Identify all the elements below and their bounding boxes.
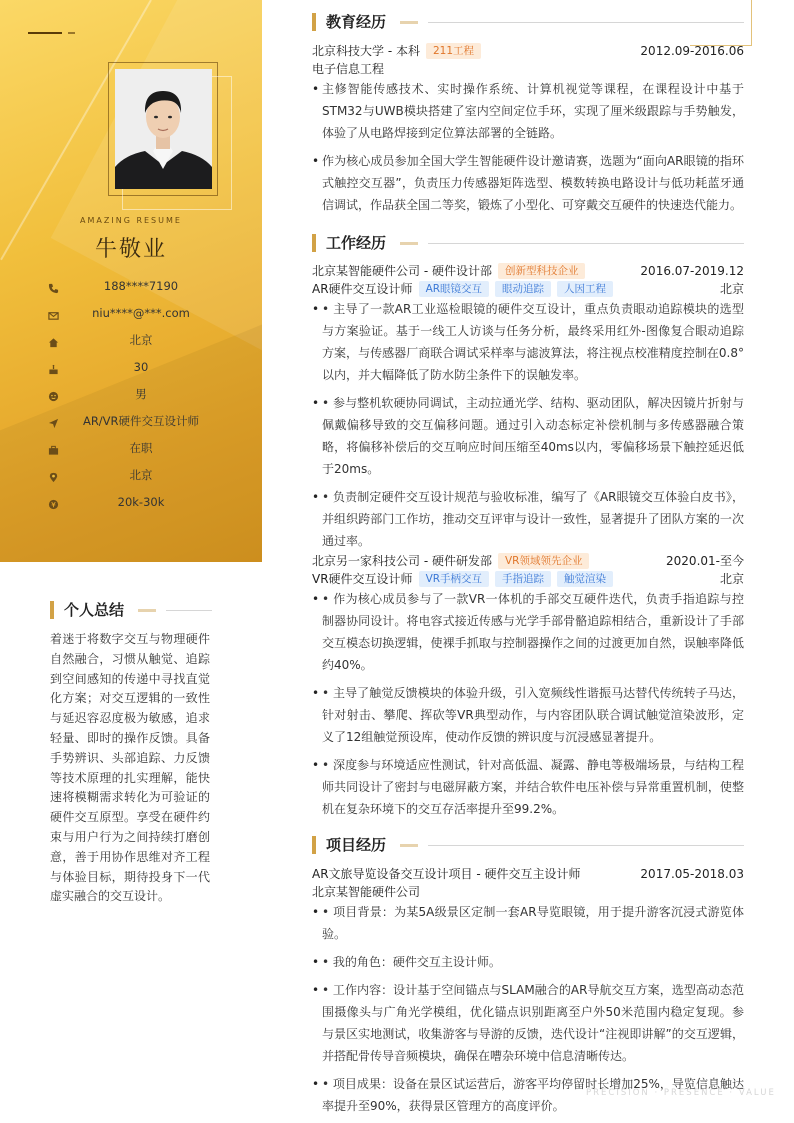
heading-dash (400, 844, 418, 847)
job-2-role-row (312, 570, 744, 588)
decorative-line (68, 32, 75, 34)
list-item: • • 我的角色：硬件交互主设计师。 (312, 951, 744, 973)
list-item: • • 作为核心成员参与了一款VR一体机的手部交互硬件迭代，负责手指追踪与控制器协同设计。将电容式接近传感与光学手部骨骼追踪相结合，重新设计了手部交互模态切换逻辑，使裸手抓取与控制器操作之间的过渡更加自然，误触率降低约40%。 (312, 588, 744, 676)
job-city: 北京 (719, 282, 744, 296)
job-company: 北京某智能硬件公司 - 硬件设计部 (312, 264, 492, 278)
email-value: niu****@***.com (92, 306, 190, 320)
section-heading-project (312, 835, 744, 855)
skill-tag: 手指追踪 (495, 571, 551, 587)
heading-line (428, 845, 744, 846)
mail-icon (48, 306, 62, 320)
avatar (115, 69, 212, 189)
skill-tag: AR眼镜交互 (419, 281, 489, 297)
education-dates: 2012.09-2016.06 (640, 44, 744, 58)
heading-dash (138, 609, 156, 612)
skill-tag: 眼动追踪 (495, 281, 551, 297)
info-row-home (48, 331, 248, 349)
list-item: • • 工作内容：设计基于空间锚点与SLAM融合的AR导航交互方案，选型高动态范围摄像头与广角光学模组，优化锚点识别距离至户外50米范围内稳定复现。参与景区实地测试，收集游客与导游的反馈，迭代设计“注视即讲解”的交互逻辑，并搭配骨传导音频模块，确保在嘈杂环境中信息清晰传达。 (312, 979, 744, 1067)
status-value: 在职 (129, 441, 153, 455)
education-header (312, 42, 744, 60)
job-1-bullets (312, 298, 744, 558)
info-row-status (48, 439, 248, 457)
skill-tag: 触觉渲染 (557, 571, 613, 587)
company-tag: VR领域领先企业 (498, 553, 589, 569)
salary-value: 20k-30k (117, 495, 165, 509)
job-2-bullets (312, 588, 744, 826)
project-company-row (312, 883, 744, 901)
info-row-salary (48, 493, 248, 511)
candidate-name: 牛敬业 (94, 237, 167, 262)
list-item: • • 参与整机软硬协同调试，主动拉通光学、结构、驱动团队，解决因镜片折射与佩戴偏移导致的交互偏移问题。通过引入动态标定补偿机制与多传感器融合策略，将偏移补偿后的交互响应时间压缩至40ms以内，零偏移场景下触控延迟低于20ms。 (312, 392, 744, 480)
section-heading-education (312, 12, 744, 32)
list-item: • • 主导了一款AR工业巡检眼镜的硬件交互设计，重点负责眼动追踪模块的选型与方案验证。基于一线工人访谈与任务分析，最终采用红外-图像复合眼动追踪方案，与传感器厂商联合调试采样率与滤波算法，将注视点校准精度控制在0.8°以内，并大幅降低了防水防尘条件下的误触发率。 (312, 298, 744, 386)
list-item: • 作为核心成员参加全国大学生智能硬件设计邀请赛，选题为“面向AR眼镜的指环式触控交互器”，负责压力传感器矩阵选型、模数转换电路设计与低功耗蓝牙通信调试，作品获全国二等奖，锻炼了小型化、可穿戴交互硬件的快速迭代能力。 (312, 150, 744, 216)
send-icon (48, 414, 62, 428)
job-role: AR硬件交互设计师 (312, 282, 413, 296)
school-tag: 211工程 (426, 43, 481, 59)
project-header (312, 865, 744, 883)
heading-line (428, 22, 744, 23)
heading-dash (400, 21, 418, 24)
info-row-position (48, 412, 248, 430)
project-dates: 2017.05-2018.03 (640, 867, 744, 881)
info-row-email (48, 304, 248, 322)
heading-line (428, 243, 744, 244)
location-value: 北京 (129, 468, 153, 482)
list-item: • • 主导了触觉反馈模块的体验升级，引入宽频线性谐振马达替代传统转子马达，针对射击、攀爬、挥砍等VR典型动作，与内容团队联合调试触觉渲染波形，定义了12组触觉预设库，使动作反馈的辨识度与沉浸感显著提升。 (312, 682, 744, 748)
cake-icon (48, 360, 62, 374)
job-city: 北京 (719, 572, 744, 586)
job-1-header (312, 262, 744, 280)
job-dates: 2020.01-至今 (666, 554, 744, 568)
info-row-gender (48, 385, 248, 403)
heading-accent-bar (312, 13, 316, 31)
gender-value: 男 (135, 387, 147, 401)
work-title: 工作经历 (326, 234, 387, 252)
education-major-row (312, 60, 744, 78)
heading-line (166, 610, 212, 611)
school-name: 北京科技大学 - 本科 (312, 44, 420, 58)
education-title: 教育经历 (326, 13, 387, 31)
summary-text: 着迷于将数字交互与物理硬件自然融合，习惯从触觉、追踪到空间感知的传递中寻找直觉化方案；对交互逻辑的一致性与延迟容忍度极为敏感，追求轻量、即时的操作反馈。具备手势辨识、头部追踪、力反馈等技术原理的扎实理解，能快速将模糊需求转化为可验证的硬件交互原型。享受在硬件约束与用户行为之间持续打磨创意，善于用协作思维对齐工程与体验目标，期待投身下一代虚实融合的交互设计。 (50, 632, 210, 904)
info-row-phone (48, 277, 248, 295)
job-role: VR硬件交互设计师 (312, 572, 413, 586)
decorative-line (28, 32, 62, 34)
position-value: AR/VR硬件交互设计师 (82, 414, 200, 428)
heading-accent-bar (50, 601, 54, 619)
list-item: • • 负责制定硬件交互设计规范与验收标准，编写了《AR眼镜交互体验白皮书》，并组织跨部门工作坊，推动交互评审与设计一致性，显著提升了团队方案的一次通过率。 (312, 486, 744, 552)
phone-value: 188****7190 (103, 279, 179, 293)
section-heading-work (312, 233, 744, 253)
skill-tag: 人因工程 (557, 281, 613, 297)
footer-watermark: PRECISION · PRESENCE · VALUE (586, 1088, 776, 1098)
job-dates: 2016.07-2019.12 (640, 264, 744, 278)
home-value: 北京 (129, 333, 153, 347)
education-bullets (312, 78, 744, 222)
job-company: 北京另一家科技公司 - 硬件研发部 (312, 554, 492, 568)
list-item: • • 深度参与环境适应性测试，针对高低温、凝露、静电等极端场景，与结构工程师共同设计了密封与电磁屏蔽方案，并结合软件电压补偿与异常重置机制，使整机在复杂环境下的交互存活率提升至99.2%。 (312, 754, 744, 820)
list-item: • • 项目成果：设备在景区试运营后，游客平均停留时长增加25%，导览信息触达率提升至90%，获得景区管理方的高度评价。 (312, 1073, 744, 1117)
job-1-role-row (312, 280, 744, 298)
project-name: AR文旅导览设备交互设计项目 - 硬件交互主设计师 (312, 867, 581, 881)
briefcase-icon (48, 441, 62, 455)
heading-accent-bar (312, 836, 316, 854)
info-row-location (48, 466, 248, 484)
resume-tagline: AMAZING RESUME (80, 216, 182, 225)
major: 电子信息工程 (312, 62, 385, 76)
age-value: 30 (133, 360, 149, 374)
section-heading-summary (50, 600, 212, 620)
gender-icon (48, 387, 62, 401)
list-item: • • 项目背景：为某5A级景区定制一套AR导览眼镜，用于提升游客沉浸式游览体验。 (312, 901, 744, 945)
phone-icon (48, 279, 62, 293)
list-item: • 主修智能传感技术、实时操作系统、计算机视觉等课程，在课程设计中基于STM32与UWB模块搭建了室内空间定位手环，实现了厘米级跟踪与手势触发，体验了从电路焊接到定位算法部署的全链路。 (312, 78, 744, 144)
heading-dash (400, 242, 418, 245)
home-icon (48, 333, 62, 347)
salary-icon (48, 495, 62, 509)
info-row-age (48, 358, 248, 376)
summary-title: 个人总结 (64, 601, 125, 619)
location-icon (48, 468, 62, 482)
company-tag: 创新型科技企业 (498, 263, 586, 279)
project-company: 北京某智能硬件公司 (312, 885, 421, 899)
heading-accent-bar (312, 234, 316, 252)
project-title: 项目经历 (326, 836, 387, 854)
skill-tag: VR手柄交互 (419, 571, 489, 587)
job-2-header (312, 552, 744, 570)
